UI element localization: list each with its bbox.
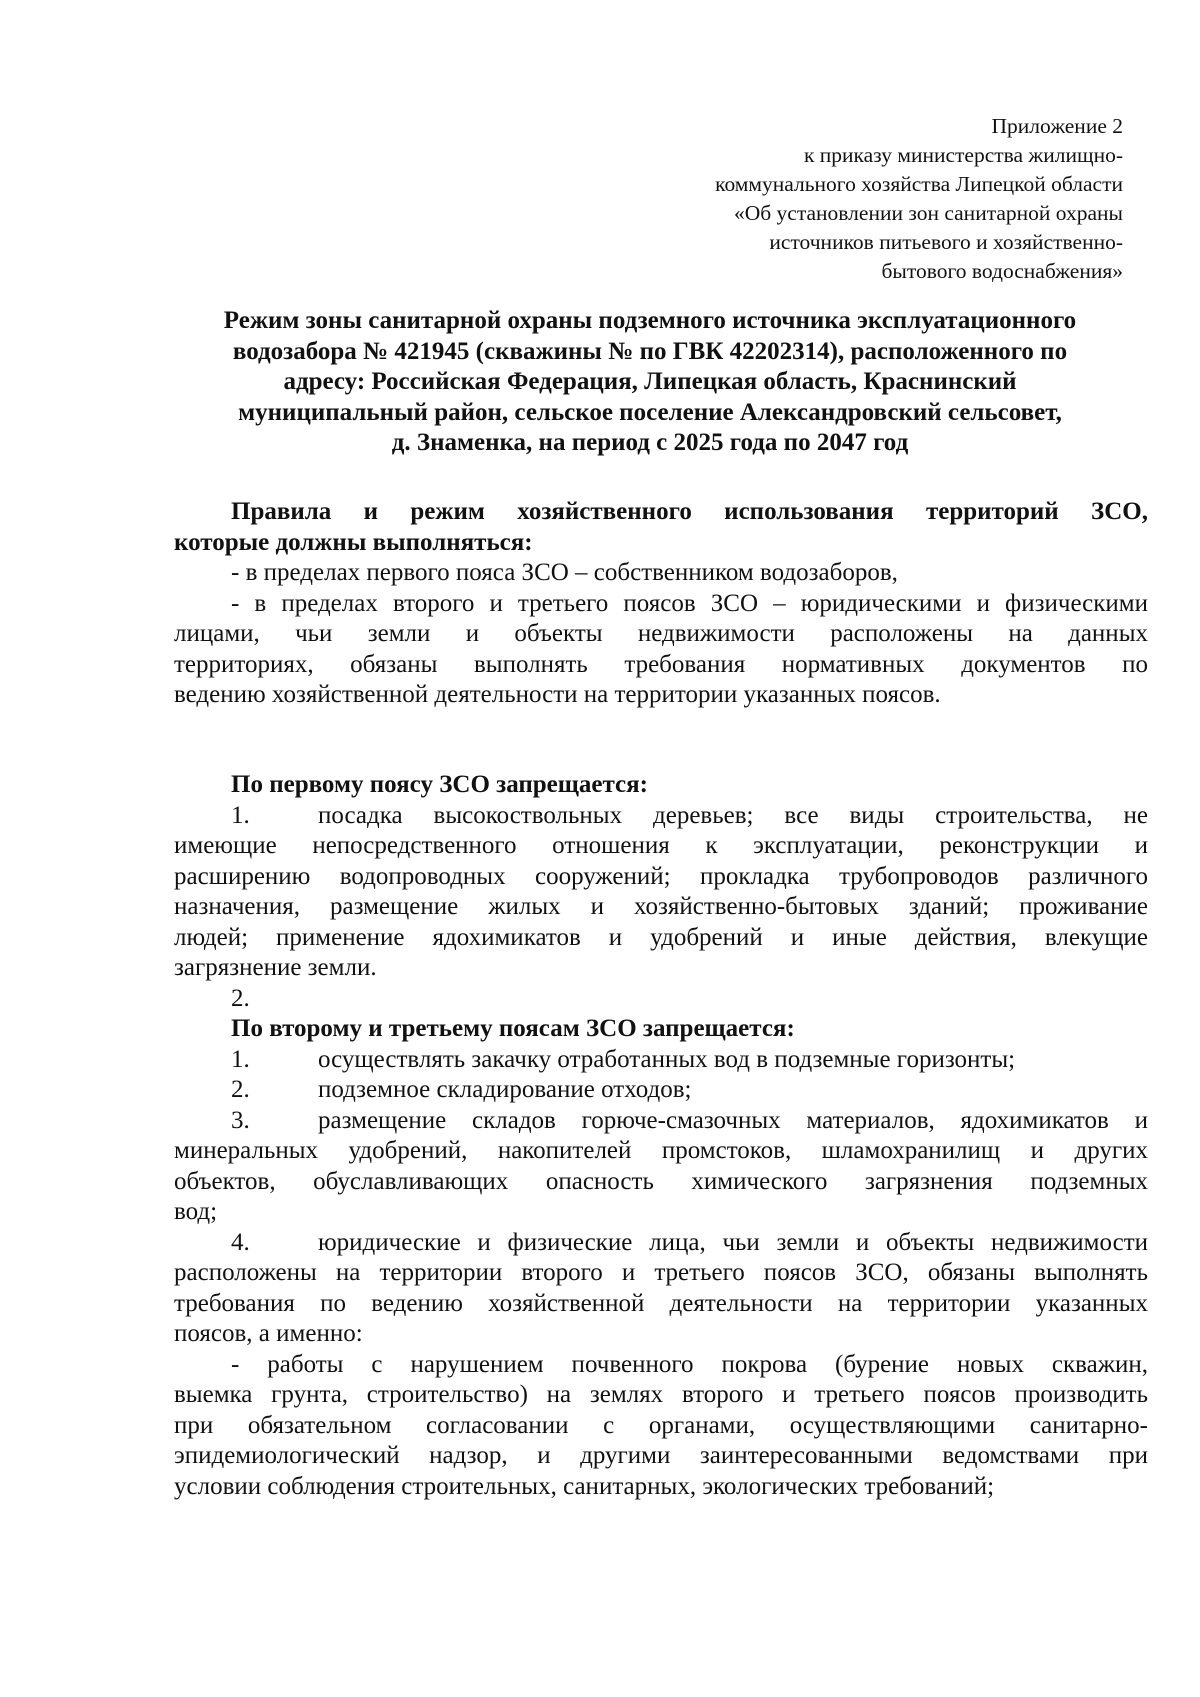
title-line: Режим зоны санитарной охраны подземного источника эксплуатационного: [223, 307, 1077, 334]
item-text: осуществлять закачку отработанных вод в подземные горизонты;: [318, 1045, 1016, 1073]
second-belt-section: [174, 1014, 1148, 1502]
first-belt-heading: По первому поясу ЗСО запрещается:: [231, 771, 649, 798]
second-belt-item: [174, 1045, 1148, 1076]
appendix-line: источников питьевого и хозяйственно-: [769, 230, 1123, 254]
appendix-line: Приложение 2: [991, 114, 1123, 138]
second-belt-item-line: объектов, обуславливающих опасность химического загрязнения подземных: [174, 1167, 1148, 1195]
appendix-line: к приказу министерства жилищно-: [803, 143, 1123, 167]
title-line: муниципальный район, сельское поселение Александровский сельсовет,: [238, 398, 1062, 426]
first-belt-item-line: расширению водопроводных сооружений; прокладка трубопроводов различного: [174, 862, 1148, 890]
item-text: размещение складов горюче-смазочных материалов, ядохимикатов и: [318, 1106, 1148, 1134]
appendix-line: «Об установлении зон санитарной охраны: [733, 201, 1123, 225]
second-belt-item-line: требования по ведению хозяйственной деятельности на территории указанных: [174, 1289, 1148, 1317]
document-title: [152, 306, 1148, 459]
second-belt-subitem-line: эпидемиологический надзор, и другими заинтересованными ведомствами при: [174, 1442, 1148, 1469]
appendix-line: коммунального хозяйства Липецкой области: [715, 172, 1123, 196]
rules-item-line: лицами, чьи земли и объекты недвижимости расположены на данных: [174, 620, 1148, 647]
first-belt-item: [174, 984, 1148, 1015]
second-belt-subitem-line: условии соблюдения строительных, санитарных, экологических требований;: [174, 1472, 995, 1500]
item-text: юридические и физические лица, чьи земли и объекты недвижимости: [318, 1228, 1148, 1256]
rules-item-line: территориях, обязаны выполнять требования нормативных документов по: [174, 650, 1148, 678]
second-belt-item-line: расположены на территории второго и третьего поясов ЗСО, обязаны выполнять: [174, 1259, 1148, 1286]
appendix-note: [603, 112, 1123, 286]
second-belt-item-line: минеральных удобрений, накопителей промстоков, шламохранилищ и других: [174, 1137, 1148, 1164]
first-belt-section: [174, 770, 1148, 1014]
item-number: 1.: [231, 1045, 250, 1073]
title-line: д. Знаменка, на период с 2025 года по 2047 год: [391, 429, 909, 456]
appendix-line: бытового водоснабжения»: [881, 259, 1123, 283]
item-text: посадка высокоствольных деревьев; все виды строительства, не: [318, 801, 1148, 829]
second-belt-subitem-line: при обязательном согласовании с органами, осуществляющими санитарно-: [174, 1411, 1148, 1439]
item-number: 2.: [231, 1076, 250, 1103]
item-number: 1.: [231, 801, 250, 829]
second-belt-heading: По второму и третьему поясам ЗСО запрещается:: [231, 1015, 795, 1042]
second-belt-subitem-line: выемка грунта, строительство) на землях второго и третьего поясов производить: [174, 1381, 1148, 1408]
item-number: 3.: [231, 1106, 250, 1134]
item-number: 4.: [231, 1228, 250, 1256]
rules-item-second-belt: - в пределах второго и третьего поясов ЗСО – юридическими и физическими: [231, 589, 1148, 617]
first-belt-item: [174, 801, 1148, 832]
second-belt-item-line: поясов, а именно:: [174, 1320, 363, 1347]
rules-item-first-belt: - в пределах первого пояса ЗСО – собственником водозаборов,: [231, 559, 898, 586]
second-belt-item: [174, 1228, 1148, 1259]
rules-item-line: ведению хозяйственной деятельности на территории указанных поясов.: [174, 681, 941, 708]
title-line: адресу: Российская Федерация, Липецкая область, Краснинский: [283, 368, 1017, 395]
title-line: водозабора № 421945 (скважины № по ГВК 42202314), расположенного по: [232, 337, 1068, 365]
second-belt-item-line: вод;: [174, 1198, 218, 1225]
second-belt-subitem: - работы с нарушением почвенного покрова (бурение новых скважин,: [231, 1350, 1148, 1378]
first-belt-item-line: назначения, размещение жилых и хозяйственно-бытовых зданий; проживание: [174, 893, 1148, 920]
second-belt-item: [174, 1106, 1148, 1137]
second-belt-item: [174, 1075, 1148, 1106]
item-number: 2.: [231, 984, 250, 1012]
rules-section: [174, 497, 1148, 711]
first-belt-item-line: имеющие непосредственного отношения к эксплуатации, реконструкции и: [174, 832, 1148, 859]
item-text: подземное складирование отходов;: [318, 1076, 692, 1103]
rules-heading-continued: которые должны выполняться:: [174, 528, 533, 556]
first-belt-item-line: загрязнение земли.: [174, 954, 377, 981]
rules-heading: Правила и режим хозяйственного использования территорий ЗСО,: [231, 498, 1148, 525]
first-belt-item-line: людей; применение ядохимикатов и удобрений и иные действия, влекущие: [174, 923, 1148, 951]
